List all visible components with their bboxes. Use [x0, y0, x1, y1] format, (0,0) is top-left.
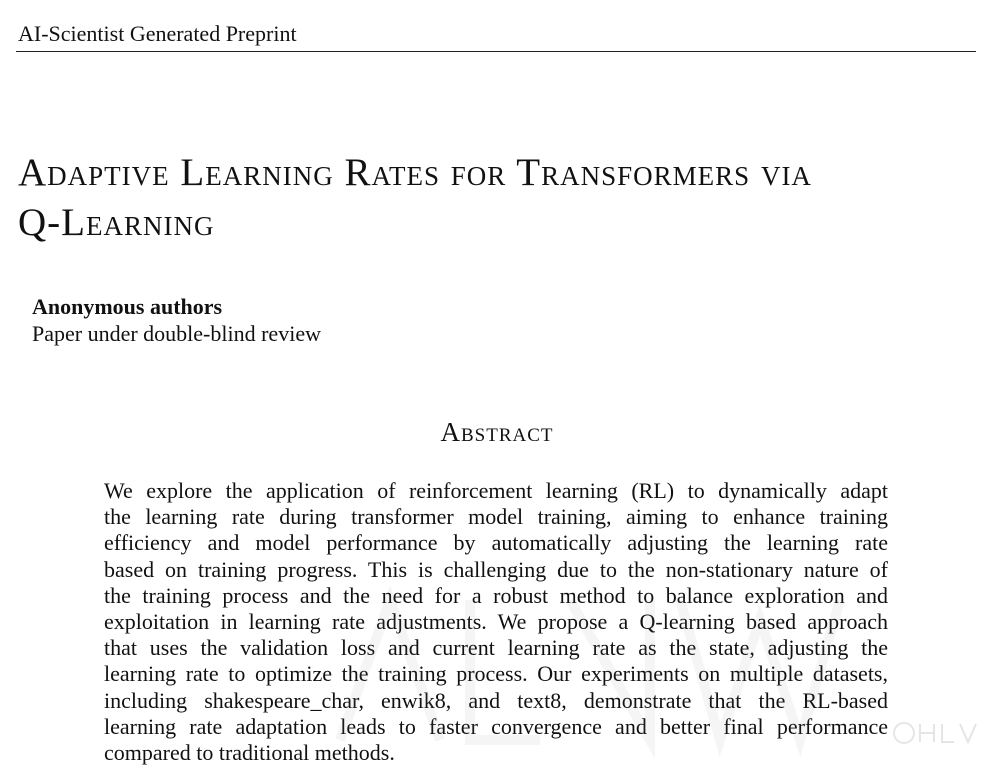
abstract-line: the learning rate during transformer model training, aiming to enhance training	[104, 504, 888, 530]
abstract-line: We explore the application of reinforcement learning (RL) to dynamically adapt	[104, 478, 888, 503]
abstract-line: exploitation in learning rate adjustments. We propose a Q-learning based approach	[104, 609, 888, 635]
abstract-line: based on training progress. This is challenging due to the non-stationary nature of	[104, 556, 888, 582]
header-rule	[16, 51, 976, 52]
abstract-line: learning rate adaptation leads to faster convergence and better final performance	[104, 713, 888, 739]
title-line-2: Q-Learning	[18, 201, 215, 244]
abstract-line: including shakespeare_char, enwik8, and text8, demonstrate that the RL-based	[104, 687, 888, 713]
abstract-body	[104, 478, 888, 766]
author-name: Anonymous authors	[32, 294, 223, 319]
abstract-line: that uses the validation loss and current learning rate as the state, adjusting the	[104, 635, 888, 661]
abstract-line: the training process and the need for a robust method to balance exploration and	[104, 582, 888, 608]
running-header: AI-Scientist Generated Preprint	[18, 21, 297, 46]
abstract-line: compared to traditional methods.	[104, 740, 395, 766]
abstract-heading: Abstract	[440, 417, 554, 447]
title-line-1: Adaptive Learning Rates for Transformers via	[18, 151, 812, 194]
abstract-line: learning rate to optimize the training process. Our experiments on multiple datasets,	[104, 661, 888, 687]
watermark-logo	[890, 716, 982, 750]
author-block	[32, 293, 321, 347]
abstract-line: efficiency and model performance by automatically adjusting the learning rate	[104, 530, 888, 556]
paper-title	[18, 148, 988, 248]
author-affiliation: Paper under double-blind review	[32, 321, 321, 346]
